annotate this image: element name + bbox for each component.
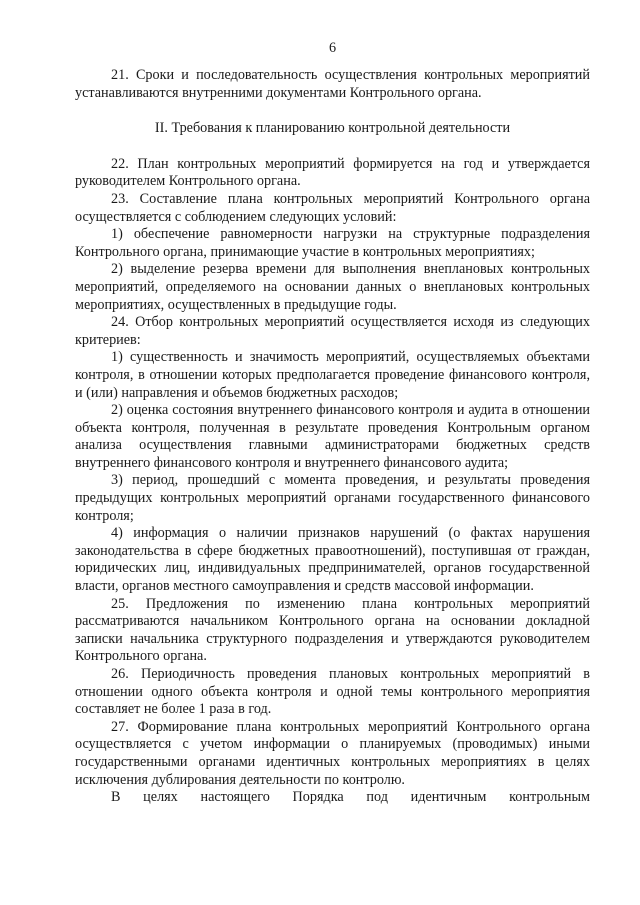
paragraph-26: 26. Периодичность проведения плановых контрольных мероприятий в отношении одного объекта контроля и одной темы контрольного мероприятия составляет не более 1 раза в год.	[75, 666, 590, 718]
section-heading: II. Требования к планированию контрольной деятельности	[154, 120, 511, 137]
paragraph-24: 24. Отбор контрольных мероприятий осуществляется исходя из следующих критериев:	[75, 314, 590, 348]
paragraph-24-item-4: 4) информация о наличии признаков нарушений (о фактах нарушения законодательства в сфере бюджетных правоотношений), поступившая от граждан, юридических лиц, индивидуальных предпринимателей, органов государственной власти, органов местного самоуправления и средств массовой информации.	[75, 525, 590, 595]
page-number: 6	[328, 40, 337, 56]
paragraph-27: 27. Формирование плана контрольных мероприятий Контрольного органа осуществляется с учетом информации о планируемых (проводимых) иными государственными органами идентичных контрольных мероприятиях в целях исключения дублирования деятельности по контролю.	[75, 718, 590, 788]
paragraph-24-item-1: 1) существенность и значимость мероприятий, осуществляемых объектами контроля, в отношении которых предполагается проведение финансового контроля, и (или) направления и объемов бюджетных расходов;	[75, 349, 590, 401]
paragraph-23-item-2: 2) выделение резерва времени для выполнения внеплановых контрольных мероприятий, определяемого на основании данных о внеплановых контрольных мероприятиях, осуществленных в предыдущие годы.	[75, 261, 590, 313]
paragraph-24-item-3: 3) период, прошедший с момента проведения, и результаты проведения предыдущих контрольных мероприятий органами государственного финансового контроля;	[75, 472, 590, 524]
trailing-line: В целях настоящего Порядка под идентичным контрольным	[111, 789, 590, 806]
document-page	[75, 40, 590, 900]
paragraph-23-item-1: 1) обеспечение равномерности нагрузки на структурные подразделения Контрольного органа, принимающие участие в контрольных мероприятиях;	[75, 226, 590, 260]
paragraph-21: 21. Сроки и последовательность осуществления контрольных мероприятий устанавливаются внутренними документами Контрольного органа.	[75, 67, 590, 101]
paragraph-22: 22. План контрольных мероприятий формируется на год и утверждается руководителем Контрольного органа.	[75, 155, 590, 190]
paragraph-24-item-2: 2) оценка состояния внутреннего финансового контроля и аудита в отношении объекта контроля, полученная в результате проведения Контрольным органом анализа осуществления главными администраторами бюджетных средств внутреннего финансового контроля и внутреннего финансового аудита;	[75, 402, 590, 471]
paragraph-23: 23. Составление плана контрольных мероприятий Контрольного органа осуществляется с соблюдением следующих условий:	[75, 190, 590, 225]
paragraph-25: 25. Предложения по изменению плана контрольных мероприятий рассматриваются начальником Контрольного органа на основании докладной записки начальника структурного подразделения и утверждаются руководителем Контрольного органа.	[75, 595, 590, 665]
